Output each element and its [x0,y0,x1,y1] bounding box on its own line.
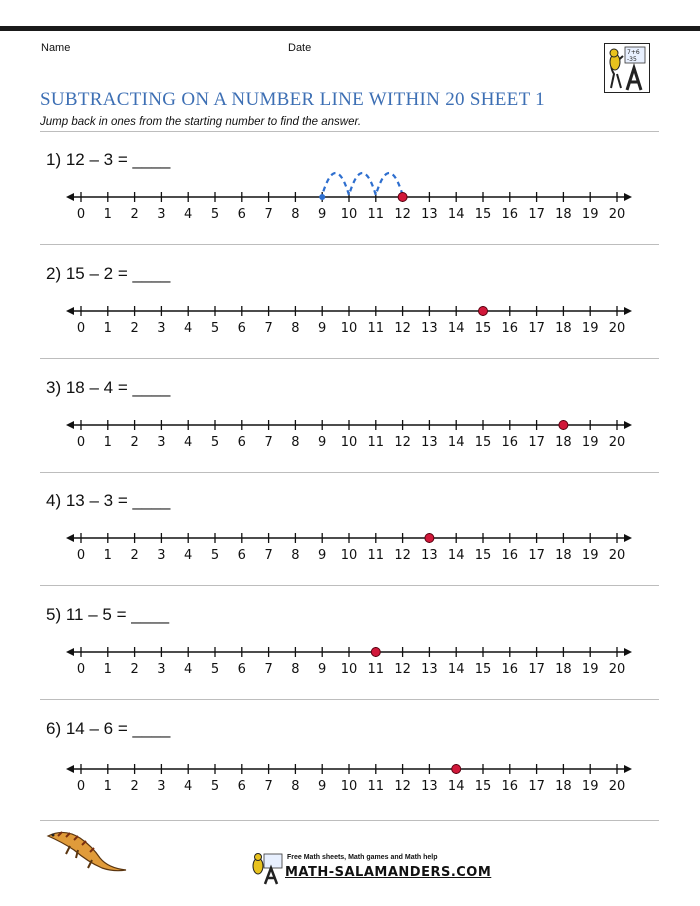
tick-label: 19 [581,662,599,677]
tick-label: 6 [237,662,246,677]
question-label: 2) 15 – 2 = ____ [46,264,171,283]
question-label: 1) 12 – 3 = ____ [46,150,171,169]
start-dot [398,193,407,202]
tick-label: 11 [367,207,385,222]
arrow-left [66,193,74,201]
tick-label: 0 [76,779,86,794]
question-label: 5) 11 – 5 = ____ [46,605,170,624]
tick-label: 10 [340,779,358,794]
arrow-right [624,193,632,201]
tick-label: 11 [367,435,385,450]
tick-label: 16 [501,548,519,563]
tick-label: 2 [130,321,139,336]
tick-label: 16 [501,435,519,450]
tick-label: 12 [394,207,411,222]
arrow-right [624,307,632,315]
tick-label: 9 [318,779,327,794]
tick-label: 15 [474,548,492,563]
salamander-illustration [44,826,130,878]
tick-label: 20 [608,207,626,222]
footer-links: Free Math sheets, Math games and Math help [287,854,438,861]
tick-label: 19 [581,548,599,563]
tick-label: 19 [581,321,599,336]
tick-label: 16 [501,779,519,794]
tick-label: 17 [528,779,545,794]
tick-label: 4 [184,662,193,677]
instructions: Jump back in ones from the starting number to find the answer. [40,116,362,128]
arrow-right [624,534,632,542]
page-title: SUBTRACTING ON A NUMBER LINE WITHIN 20 SHEET 1 [40,89,545,110]
tick-label: 10 [340,321,358,336]
tick-label: 20 [608,435,626,450]
question-label: 4) 13 – 3 = ____ [46,491,171,510]
tick-label: 17 [528,321,545,336]
tick-label: 18 [555,779,572,794]
tick-label: 20 [608,321,626,336]
tick-label: 10 [340,662,358,677]
arrow-right [624,765,632,773]
tick-label: 8 [291,548,300,563]
tick-label: 8 [291,207,300,222]
tick-label: 19 [581,779,599,794]
tick-label: 18 [555,435,572,450]
tick-label: 6 [237,321,246,336]
tick-label: 8 [291,435,300,450]
tick-label: 18 [555,207,572,222]
site-logo-icon [250,852,284,886]
tick-label: 4 [184,321,193,336]
tick-label: 17 [528,207,545,222]
tick-label: 16 [501,662,519,677]
tick-label: 5 [210,662,220,677]
tick-label: 1 [103,779,112,794]
tick-label: 9 [318,662,327,677]
tick-label: 12 [394,435,411,450]
tick-label: 9 [318,321,327,336]
tick-label: 4 [184,435,193,450]
tick-label: 19 [581,207,599,222]
tick-label: 14 [447,435,465,450]
name-label: Name [41,42,71,54]
jump-arc [376,173,403,195]
tick-label: 15 [474,662,492,677]
tick-label: 6 [237,435,246,450]
tick-label: 4 [184,548,193,563]
logo-badge-line-1: 7+6 [627,49,640,56]
tick-label: 7 [264,321,273,336]
tick-label: 1 [103,435,112,450]
tick-label: 16 [501,207,519,222]
tick-label: 15 [474,321,492,336]
arrow-left [66,421,74,429]
tick-label: 15 [474,207,492,222]
tick-label: 8 [291,321,300,336]
tick-label: 17 [528,662,545,677]
arrow-left [66,765,74,773]
tick-label: 14 [447,662,465,677]
tick-label: 7 [264,779,273,794]
footer-site-name: MATH-SALAMANDERS.COM [285,865,492,880]
arrow-left [66,534,74,542]
tick-label: 1 [103,207,112,222]
tick-label: 14 [447,207,465,222]
tick-label: 12 [394,779,411,794]
tick-label: 13 [421,207,438,222]
tick-label: 6 [237,548,246,563]
tick-label: 10 [340,548,358,563]
arrow-right [624,648,632,656]
tick-label: 13 [421,435,438,450]
question-label: 3) 18 – 4 = ____ [46,378,171,397]
tick-label: 5 [210,779,220,794]
end-point [319,194,325,200]
tick-label: 3 [157,435,166,450]
tick-label: 3 [157,207,166,222]
tick-label: 7 [264,548,273,563]
tick-label: 15 [474,779,492,794]
tick-label: 0 [76,435,86,450]
tick-label: 20 [608,662,626,677]
tick-label: 17 [528,548,545,563]
tick-label: 14 [447,779,465,794]
tick-label: 7 [264,662,273,677]
start-dot [425,534,434,543]
tick-label: 10 [340,435,358,450]
jump-arc [322,173,349,195]
logo-badge-line-2: -35 [627,56,637,63]
tick-label: 11 [367,662,385,677]
tick-label: 18 [555,662,572,677]
tick-label: 0 [76,321,86,336]
tick-label: 18 [555,321,572,336]
tick-label: 5 [210,207,220,222]
tick-label: 2 [130,662,139,677]
tick-label: 7 [264,207,273,222]
tick-label: 9 [318,207,327,222]
tick-label: 0 [76,207,86,222]
tick-label: 1 [103,662,112,677]
tick-label: 0 [76,548,86,563]
arrow-left [66,648,74,656]
tick-label: 1 [103,321,112,336]
tick-label: 11 [367,548,385,563]
tick-label: 13 [421,548,438,563]
tick-label: 3 [157,548,166,563]
question-label: 6) 14 – 6 = ____ [46,719,171,738]
tick-label: 14 [447,321,465,336]
tick-label: 4 [184,207,193,222]
tick-label: 2 [130,435,139,450]
tick-label: 19 [581,435,599,450]
tick-label: 3 [157,321,166,336]
tick-label: 12 [394,321,411,336]
tick-label: 14 [447,548,465,563]
tick-label: 13 [421,662,438,677]
tick-label: 16 [501,321,519,336]
tick-label: 18 [555,548,572,563]
tick-label: 1 [103,548,112,563]
start-dot [371,648,380,657]
tick-label: 13 [421,321,438,336]
tick-label: 6 [237,207,246,222]
arrow-left [66,307,74,315]
tick-label: 13 [421,779,438,794]
tick-label: 20 [608,548,626,563]
tick-label: 3 [157,662,166,677]
tick-label: 5 [210,435,220,450]
jump-arc [349,173,376,195]
tick-label: 2 [130,207,139,222]
tick-label: 10 [340,207,358,222]
tick-label: 2 [130,779,139,794]
tick-label: 15 [474,435,492,450]
tick-label: 11 [367,321,385,336]
date-label: Date [288,42,312,54]
tick-label: 0 [76,662,86,677]
tick-label: 2 [130,548,139,563]
tick-label: 9 [318,548,327,563]
tick-label: 20 [608,779,626,794]
tick-label: 12 [394,662,411,677]
tick-label: 12 [394,548,411,563]
start-dot [479,307,488,316]
tick-label: 9 [318,435,327,450]
tick-label: 4 [184,779,193,794]
tick-label: 3 [157,779,166,794]
tick-label: 5 [210,321,220,336]
start-dot [559,421,568,430]
tick-label: 11 [367,779,385,794]
start-dot [452,765,461,774]
tick-label: 6 [237,779,246,794]
arrow-right [624,421,632,429]
tick-label: 5 [210,548,220,563]
tick-label: 17 [528,435,545,450]
tick-label: 7 [264,435,273,450]
tick-label: 8 [291,779,300,794]
tick-label: 8 [291,662,300,677]
